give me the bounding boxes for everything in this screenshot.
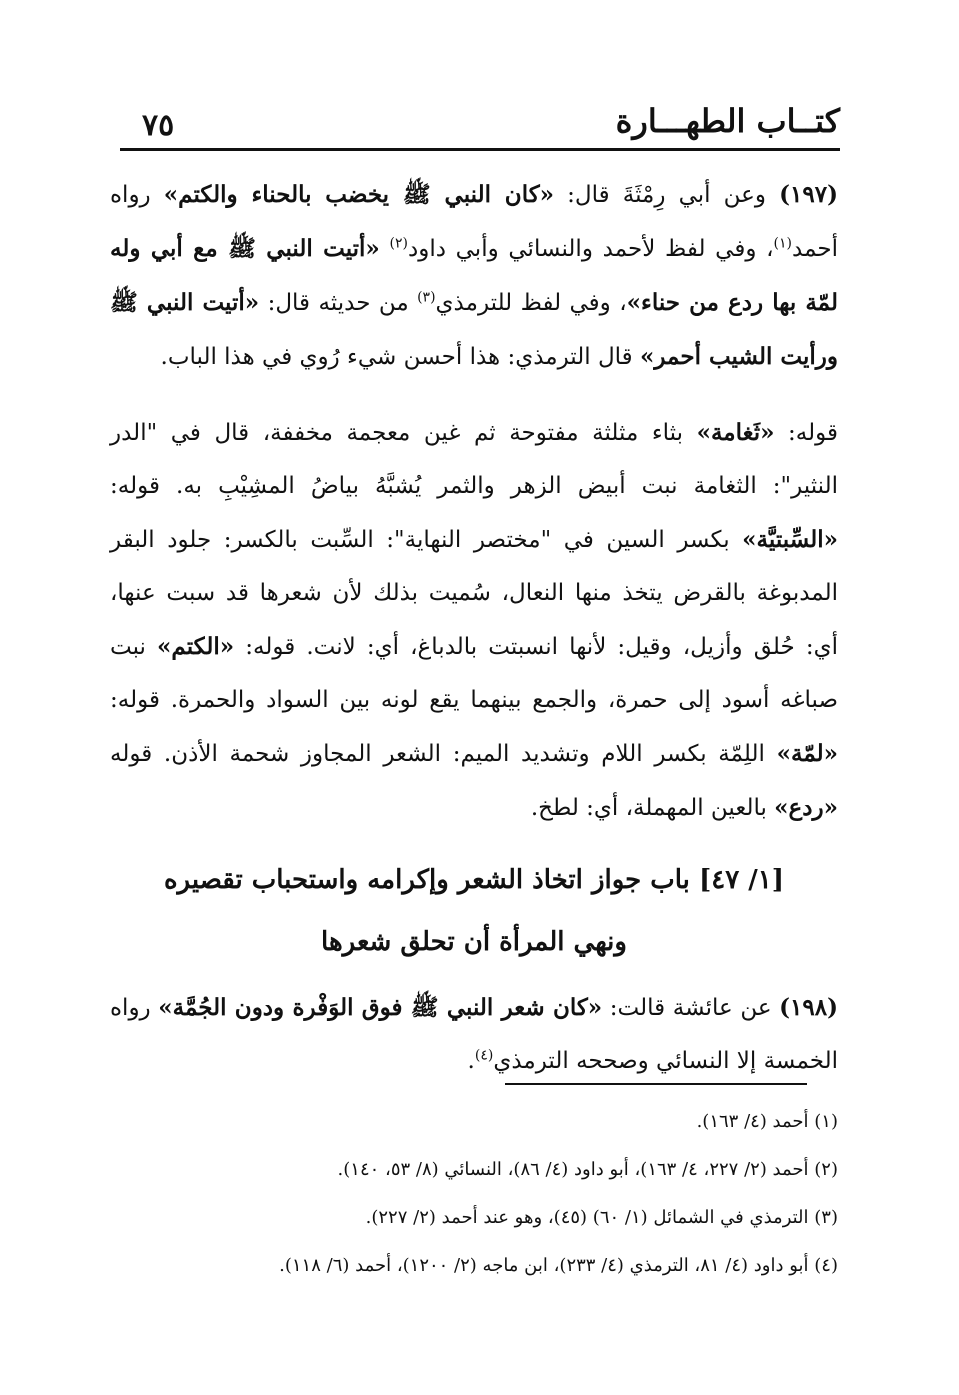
hadith-text: وعن أبي رِمْثَةَ قال: [554,182,780,208]
hadith-quote: «كان النبي ﷺ يخضب بالحناء والكتم» [163,181,555,208]
commentary-text: اللِمّة بكسر اللام وتشديد الميم: الشعر المجاوز شحمة الأذن. قوله [110,741,777,767]
hadith-quote: «كان شعر النبي ﷺ فوق الوَفْرة ودون الجُمَّة» [158,994,603,1021]
hadith-text: رواه أحمد [110,182,838,262]
hadith-text: ، وفي لفظ لأحمد والنسائي وأبي داود [407,236,774,262]
footnotes [110,1098,838,1290]
hadith-text: رواه الخمسة إلا النسائي وصححه الترمذي [110,995,838,1074]
hadith-text [380,236,390,262]
commentary-text: بالعين المهملة، أي: لطخ. [530,795,775,821]
chapter-heading-line: [١/ ٤٧] باب جواز اتخاذ الشعر وإكرامه واستحباب تقصيره [163,865,785,895]
hadith-number: (١٩٧) [779,181,838,208]
chapter-heading-line: ونهي المرأة أن تحلق شعرها [321,927,627,957]
commentary-text: قوله: [774,420,838,446]
hadith-text: عن عائشة قالت: [602,995,780,1021]
glossed-word: «ردع» [774,794,838,821]
main-text [110,168,838,1104]
glossed-word: «ثَغامة» [696,419,775,446]
footnote-ref: (٤) [474,1047,494,1064]
footnote-item: (٣) الترمذي في الشمائل (١/ ٦٠) (٤٥)، وهو عند أحمد (٢/ ٢٢٧). [365,1207,838,1228]
page-number: ٧٥ [142,108,175,143]
footnote-divider [505,1083,807,1085]
footnote-ref: (٣) [417,289,436,306]
footnote-ref: (١) [773,235,793,252]
hadith-197 [110,168,838,384]
footnote-item: (٤) أبو داود (٤/ ٨١، الترمذي (٤/ ٢٣٣)، ابن ماجه (٢/ ١٢٠٠)، أحمد (٦/ ١١٨). [279,1255,838,1276]
hadith-number: (١٩٨) [779,994,838,1021]
glossed-word: «لمّة» [776,740,838,767]
running-title: كتــاب الطهـــارة [615,102,840,140]
footnote-item: (٢) أحمد (٢/ ٢٢٧، ٤/ ١٦٣)، أبو داود (٤/ ٨٦)، النسائي (٨/ ٥٣، ١٤٠). [337,1159,838,1180]
hadith-quote: «أتيت النبي ﷺ ورأيت الشيب أحمر» [110,289,838,370]
footnote-item: (١) أحمد (٤/ ١٦٣). [696,1111,838,1132]
glossed-word: «السِّبتيَّة» [742,526,838,553]
hadith-text: ، وفي لفظ للترمذي [435,290,627,316]
commentary-text: بثاء مثلثة مفتوحة ثم غين معجمة مخففة، قال في "الدر النثير": الثغامة نبت أبيض الزهر والثمر يُشبَّهُ بياضُ المشِيْبِ به. قوله: [110,420,838,499]
hadith-quote: «أتيت النبي ﷺ مع أبي وله لمّة بها ردع من حناء» [110,235,838,316]
commentary-paragraph [110,406,838,835]
hadith-text: من حديثه قال: [259,290,418,316]
hadith-text: قال الترمذي: هذا أحسن شيء رُوي في هذا الباب. [160,344,640,370]
commentary-text: نبت صباغه أسود إلى حمرة، والجمع بينهما يقع لونه بين السواد والحمرة. قوله: [110,634,838,713]
glossed-word: «الكتم» [157,633,235,660]
commentary-text: بكسر السين في "مختصر النهاية": السِّبت بالكسر: جلود البقر المدبوغة بالقرض يتخذ منها النعال، سُميت بذلك لأن شعرها قد سبت عنها، أي: حُلق وأزيل، وقيل: لأنها انسبتت بالدباغ، أي: لانت. قوله: [110,527,838,660]
hadith-198 [110,981,838,1088]
footnote-ref: (٢) [389,235,408,252]
page-header [120,96,840,151]
hadith-text: . [467,1048,475,1074]
chapter-heading [110,849,838,973]
